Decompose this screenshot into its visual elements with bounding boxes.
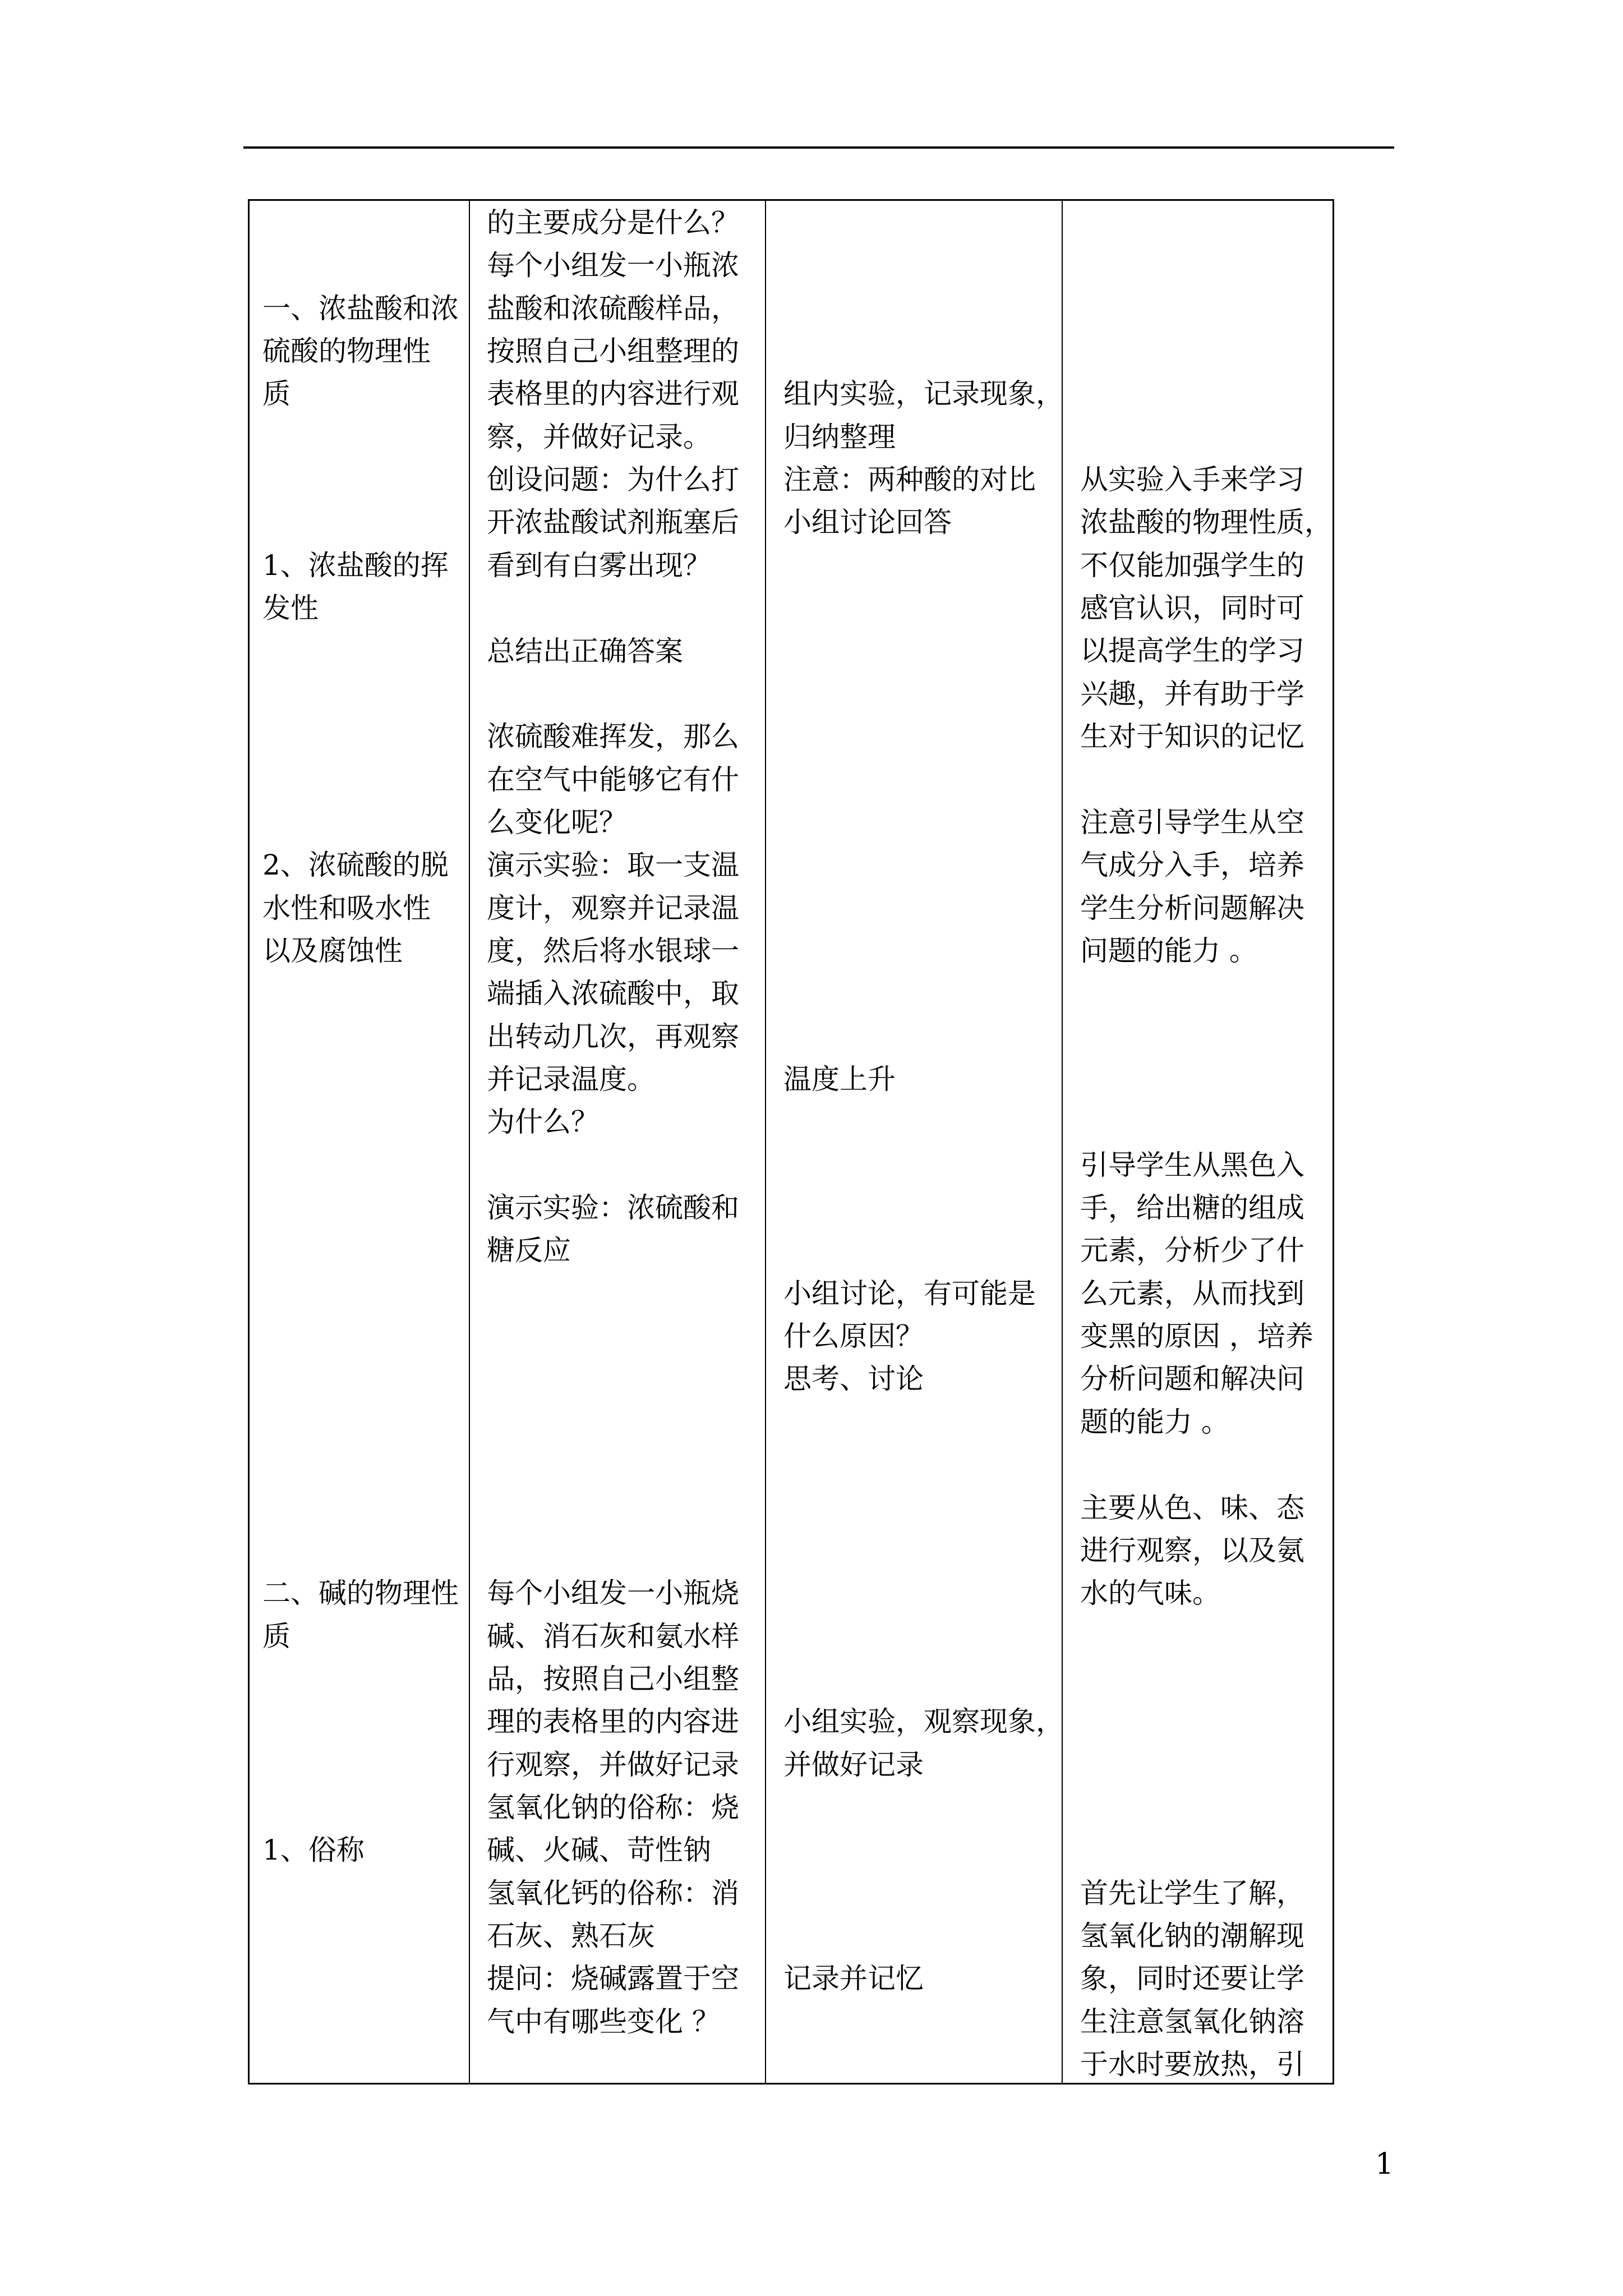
design-intent-text: 主要从色、味、态 进行观察，以及氨 水的气味。 bbox=[1080, 1491, 1304, 1610]
teacher-activity-text: 的主要成分是什么？ 每个小组发一小瓶浓 盐酸和浓硫酸样品， 按照自己小组整理的 表格里的内容进行观 察，并做好记录。 创设问题：为什么打 开浓盐酸试剂瓶塞后 看到有白雾出现？ bbox=[487, 206, 739, 582]
design-intent-text: 从实验入手来学习 浓盐酸的物理性质， 不仅能加强学生的 感官认识，同时可 以提高学生的学习 兴趣，并有助于学 生对于知识的记忆 bbox=[1080, 463, 1332, 753]
header-rule bbox=[243, 146, 1394, 149]
topic-text: 1、俗称 bbox=[262, 1834, 365, 1867]
topic-text: 一、浓盐酸和浓 硫酸的物理性 质 bbox=[262, 292, 459, 411]
teacher-activity-text: 浓硫酸难挥发，那么 在空气中能够它有什 么变化呢？ 演示实验：取一支温 度计，观察并记录温 度，然后将水银球一 端插入浓硫酸中，取 出转动几次，再观察 并记录温度。 为什么？ bbox=[487, 720, 739, 1139]
teacher-activity-text: 每个小组发一小瓶烧 碱、消石灰和氨水样 品，按照自己小组整 理的表格里的内容进 行观察，并做好记录 氢氧化钠的俗称：烧 碱、火碱、苛性钠 氢氧化钙的俗称：消 石灰、熟石灰 提问：烧碱露置于空 气中有哪些变化 ？ bbox=[487, 1577, 739, 2038]
student-activity-text: 小组讨论，有可能是 什么原因？ 思考、讨论 bbox=[783, 1277, 1036, 1396]
teacher-activity-text: 演示实验：浓硫酸和 糖反应 bbox=[487, 1191, 739, 1267]
page-number: 1 bbox=[1375, 2147, 1394, 2181]
column-divider bbox=[469, 199, 470, 2085]
topic-text: 二、碱的物理性 质 bbox=[262, 1577, 459, 1653]
column-divider bbox=[765, 199, 766, 2085]
student-activity-text: 温度上升 bbox=[783, 1063, 896, 1096]
design-intent-text: 首先让学生了解， 氢氧化钠的潮解现 象，同时还要让学 生注意氢氧化钠溶 于水时要放热，引 bbox=[1080, 1876, 1304, 2081]
topic-text: 2、浓硫酸的脱 水性和吸水性 以及腐蚀性 bbox=[262, 849, 449, 967]
design-intent-text: 注意引导学生从空 气成分入手，培养 学生分析问题解决 问题的能力 。 bbox=[1080, 806, 1304, 967]
topic-text: 1、浓盐酸的挥 发性 bbox=[262, 549, 449, 625]
design-intent-text: 引导学生从黑色入 手，给出糖的组成 元素，分析少了什 么元素，从而找到 变黑的原因 ，培养 分析问题和解决问 题的能力 。 bbox=[1080, 1148, 1313, 1438]
student-activity-text: 组内实验，记录现象， 归纳整理 注意：两种酸的对比 小组讨论回答 bbox=[783, 378, 1064, 539]
student-activity-text: 记录并记忆 bbox=[783, 1962, 924, 1995]
teacher-activity-text: 总结出正确答案 bbox=[487, 634, 683, 668]
student-activity-text: 小组实验，观察现象， 并做好记录 bbox=[783, 1705, 1064, 1781]
